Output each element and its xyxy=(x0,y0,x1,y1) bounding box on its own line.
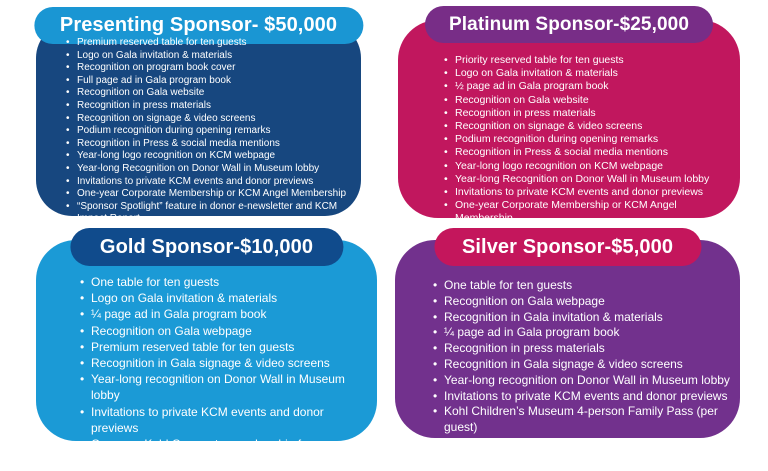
benefit-item: • Logo on Gala invitation & materials xyxy=(66,50,355,63)
benefit-item: • ¼ page ad in Gala program book xyxy=(433,325,734,341)
silver-benefit-list xyxy=(395,240,740,436)
benefit-item: • Recognition in Gala signage & video screens xyxy=(433,357,734,373)
presenting-benefit-list xyxy=(36,22,361,226)
benefit-item: • Invitations to private KCM events and donor previews xyxy=(66,176,355,189)
benefit-item: • Year-long Recognition on Donor Wall in Museum lobby xyxy=(444,173,734,186)
benefit-item: • Recognition on Gala webpage xyxy=(433,294,734,310)
gold-tier-title: Gold Sponsor-$10,000 xyxy=(99,235,314,258)
benefit-item: • Recognition on signage & video screens xyxy=(66,113,355,126)
benefit-item: • One table for ten guests xyxy=(80,274,371,290)
benefit-item: • Recognition in Press & social media mentions xyxy=(444,146,734,159)
benefit-item: • One table for ten guests xyxy=(433,278,734,294)
benefit-item: • Recognition in Gala signage & video screens xyxy=(80,355,371,371)
benefit-item: • Invitations to private KCM events and donor previews xyxy=(433,389,734,405)
benefit-item: • ½ page ad in Gala program book xyxy=(444,80,734,93)
benefit-item: • Podium recognition during opening remarks xyxy=(444,133,734,146)
benefit-item: • Year-long Recognition on Donor Wall in Museum lobby xyxy=(66,163,355,176)
benefit-item: • Recognition on Gala website xyxy=(66,87,355,100)
benefit-item: • Year-long recognition on Donor Wall in Museum lobby xyxy=(80,371,371,403)
gold-benefit-list xyxy=(36,240,377,468)
sponsor-card-gold xyxy=(36,235,377,468)
benefit-item: • Logo on Gala invitation & materials xyxy=(444,67,734,80)
benefit-item: • Recognition on Gala website xyxy=(444,94,734,107)
benefit-item: • Priority reserved table for ten guests xyxy=(444,54,734,67)
benefit-item: • Recognition in press materials xyxy=(66,100,355,113)
sponsor-card-presenting xyxy=(36,14,361,225)
presenting-tier-title: Presenting Sponsor- $50,000 xyxy=(59,14,338,36)
benefit-item: • Logo on Gala invitation & materials xyxy=(80,290,371,306)
benefit-item: • Recognition on program book cover xyxy=(66,62,355,75)
platinum-benefit-list xyxy=(398,20,740,226)
silver-tier-header-pill xyxy=(434,228,701,266)
benefit-item: • Recognition in press materials xyxy=(433,341,734,357)
benefit-item: • Year-long logo recognition on KCM webpage xyxy=(66,150,355,163)
benefit-item: • One-year Corporate Membership or KCM Angel Membership xyxy=(444,199,734,225)
benefit-item: • Recognition on Gala webpage xyxy=(80,323,371,339)
benefit-item: • Recognition on signage & video screens xyxy=(444,120,734,133)
benefit-item: • Recognition in Press & social media mentions xyxy=(66,138,355,151)
benefit-item: • Premium reserved table for ten guests xyxy=(66,37,355,50)
gold-tier-header-pill xyxy=(70,228,343,266)
sponsor-card-silver xyxy=(395,235,740,438)
silver-tier-title: Silver Sponsor-$5,000 xyxy=(461,235,674,258)
benefit-item: • Recognition in press materials xyxy=(444,107,734,120)
benefit-item: • “Sponsor Spotlight” feature in donor e-newsletter and KCM Impact Report xyxy=(66,201,355,226)
benefit-item: • Year-long logo recognition on KCM webpage xyxy=(444,160,734,173)
benefit-item: • Invitations to private KCM events and donor previews xyxy=(444,186,734,199)
benefit-item: • Podium recognition during opening remarks xyxy=(66,125,355,138)
benefit-item: • Recognition in Gala invitation & materials xyxy=(433,310,734,326)
sponsor-card-platinum xyxy=(398,13,740,225)
benefit-item: • One-year Corporate Membership or KCM Angel Membership xyxy=(66,188,355,201)
benefit-item: • Full page ad in Gala program book xyxy=(66,75,355,88)
benefit-item: • Year-long recognition on Donor Wall in Museum lobby xyxy=(433,373,734,389)
benefit-item: • One-year Kohl Corporate membership for Employees xyxy=(80,436,371,468)
benefit-item: • Kohl Children’s Museum 4-person Family Pass (per guest) xyxy=(433,404,734,436)
platinum-tier-header-pill xyxy=(425,6,713,43)
benefit-item: • Premium reserved table for ten guests xyxy=(80,339,371,355)
benefit-item: • Invitations to private KCM events and donor previews xyxy=(80,404,371,436)
benefit-item: • ¼ page ad in Gala program book xyxy=(80,306,371,322)
platinum-tier-title: Platinum Sponsor-$25,000 xyxy=(449,13,689,35)
